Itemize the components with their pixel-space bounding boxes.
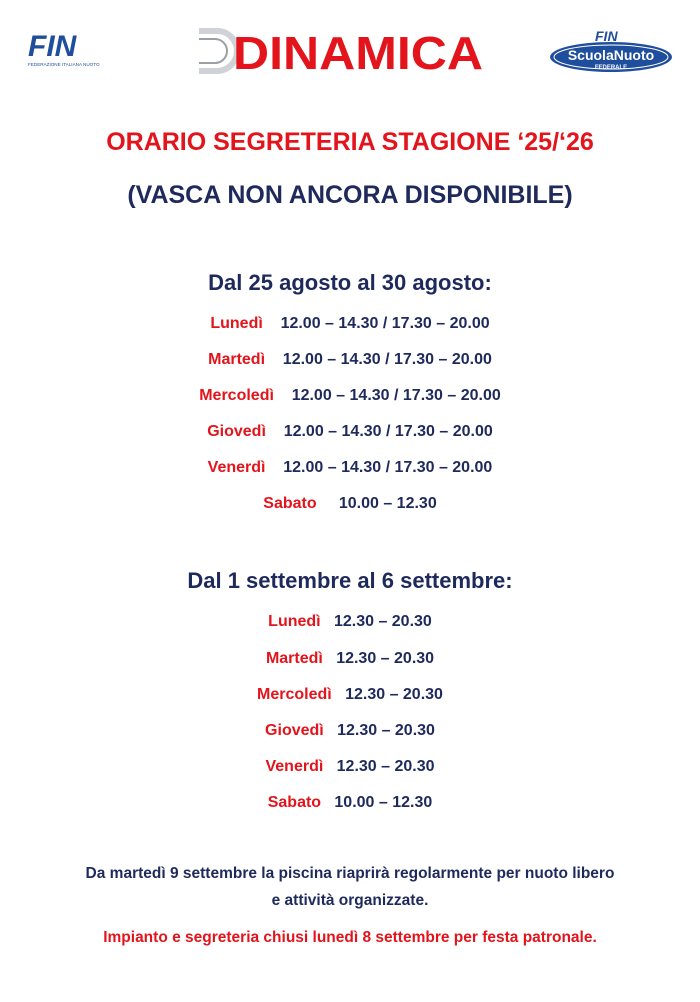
schedule-day: Giovedì <box>207 423 266 440</box>
schedule-day: Venerdì <box>265 758 324 775</box>
schedule-day: Mercoledì <box>199 387 274 404</box>
schedule-day: Lunedì <box>210 315 263 332</box>
reopening-note-line-1: Da martedì 9 settembre la piscina riaprirà regolarmente per nuoto libero <box>85 865 615 882</box>
closure-note: Impianto e segreteria chiusi lunedì 8 settembre per festa patronale. <box>103 929 597 946</box>
schedule-hours: 12.00 – 14.30 / 17.30 – 20.00 <box>283 423 493 440</box>
fin-logo-subtitle: FEDERAZIONE ITALIANA NUOTO <box>28 62 100 67</box>
schedule-hours: 10.00 – 12.30 <box>338 495 437 512</box>
schedule-row <box>0 686 700 704</box>
schedule-hours: 12.30 – 20.30 <box>333 613 432 630</box>
scuola-nuoto-logo-middle: ScuolaNuoto <box>567 47 655 63</box>
schedule-row <box>0 387 700 405</box>
schedule-day: Sabato <box>267 794 322 811</box>
schedule-day: Martedì <box>208 351 266 368</box>
schedule-hours: 12.30 – 20.30 <box>336 758 435 775</box>
schedule-row <box>0 758 700 776</box>
scuola-nuoto-logo-bottom: FEDERALE <box>594 65 628 71</box>
schedule-row <box>0 650 700 668</box>
title-line-1: ORARIO SEGRETERIA STAGIONE ‘25/‘26 <box>106 128 594 156</box>
schedule-day: Giovedì <box>265 722 324 739</box>
section2-heading: Dal 1 settembre al 6 settembre: <box>187 568 513 593</box>
title-line-2: (VASCA NON ANCORA DISPONIBILE) <box>127 181 573 209</box>
schedule-row <box>0 794 700 812</box>
schedule-row <box>0 495 700 513</box>
schedule-hours: 12.00 – 14.30 / 17.30 – 20.00 <box>280 315 490 332</box>
schedule-hours: 12.00 – 14.30 / 17.30 – 20.00 <box>283 459 493 476</box>
schedule-day: Martedì <box>265 650 323 667</box>
schedule-hours: 12.30 – 20.30 <box>336 650 435 667</box>
section1-heading: Dal 25 agosto al 30 agosto: <box>208 270 492 295</box>
schedule-row <box>0 423 700 441</box>
fin-logo <box>26 30 108 68</box>
schedule-day: Sabato <box>263 495 317 512</box>
schedule-row <box>0 722 700 740</box>
schedule-hours: 12.30 – 20.30 <box>345 686 443 703</box>
schedule-hours: 10.00 – 12.30 <box>334 794 433 811</box>
schedule-hours: 12.00 – 14.30 / 17.30 – 20.00 <box>291 387 501 404</box>
schedule-row <box>0 459 700 477</box>
schedule-row <box>0 613 700 631</box>
reopening-note-line-2: e attività organizzate. <box>271 892 429 909</box>
scuola-nuoto-logo-top: FIN <box>595 28 618 44</box>
scuola-nuoto-logo <box>548 28 674 74</box>
schedule-day: Mercoledì <box>257 686 332 703</box>
schedule-hours: 12.30 – 20.30 <box>337 722 435 739</box>
fin-logo-text: FIN <box>28 30 77 63</box>
schedule-day: Lunedì <box>268 613 321 630</box>
schedule-hours: 12.00 – 14.30 / 17.30 – 20.00 <box>282 351 492 368</box>
schedule-row <box>0 315 700 333</box>
dinamica-logo-text: DINAMICA <box>233 27 483 75</box>
schedule-row <box>0 351 700 369</box>
schedule-day: Venerdì <box>207 459 266 476</box>
dinamica-logo <box>195 27 487 75</box>
